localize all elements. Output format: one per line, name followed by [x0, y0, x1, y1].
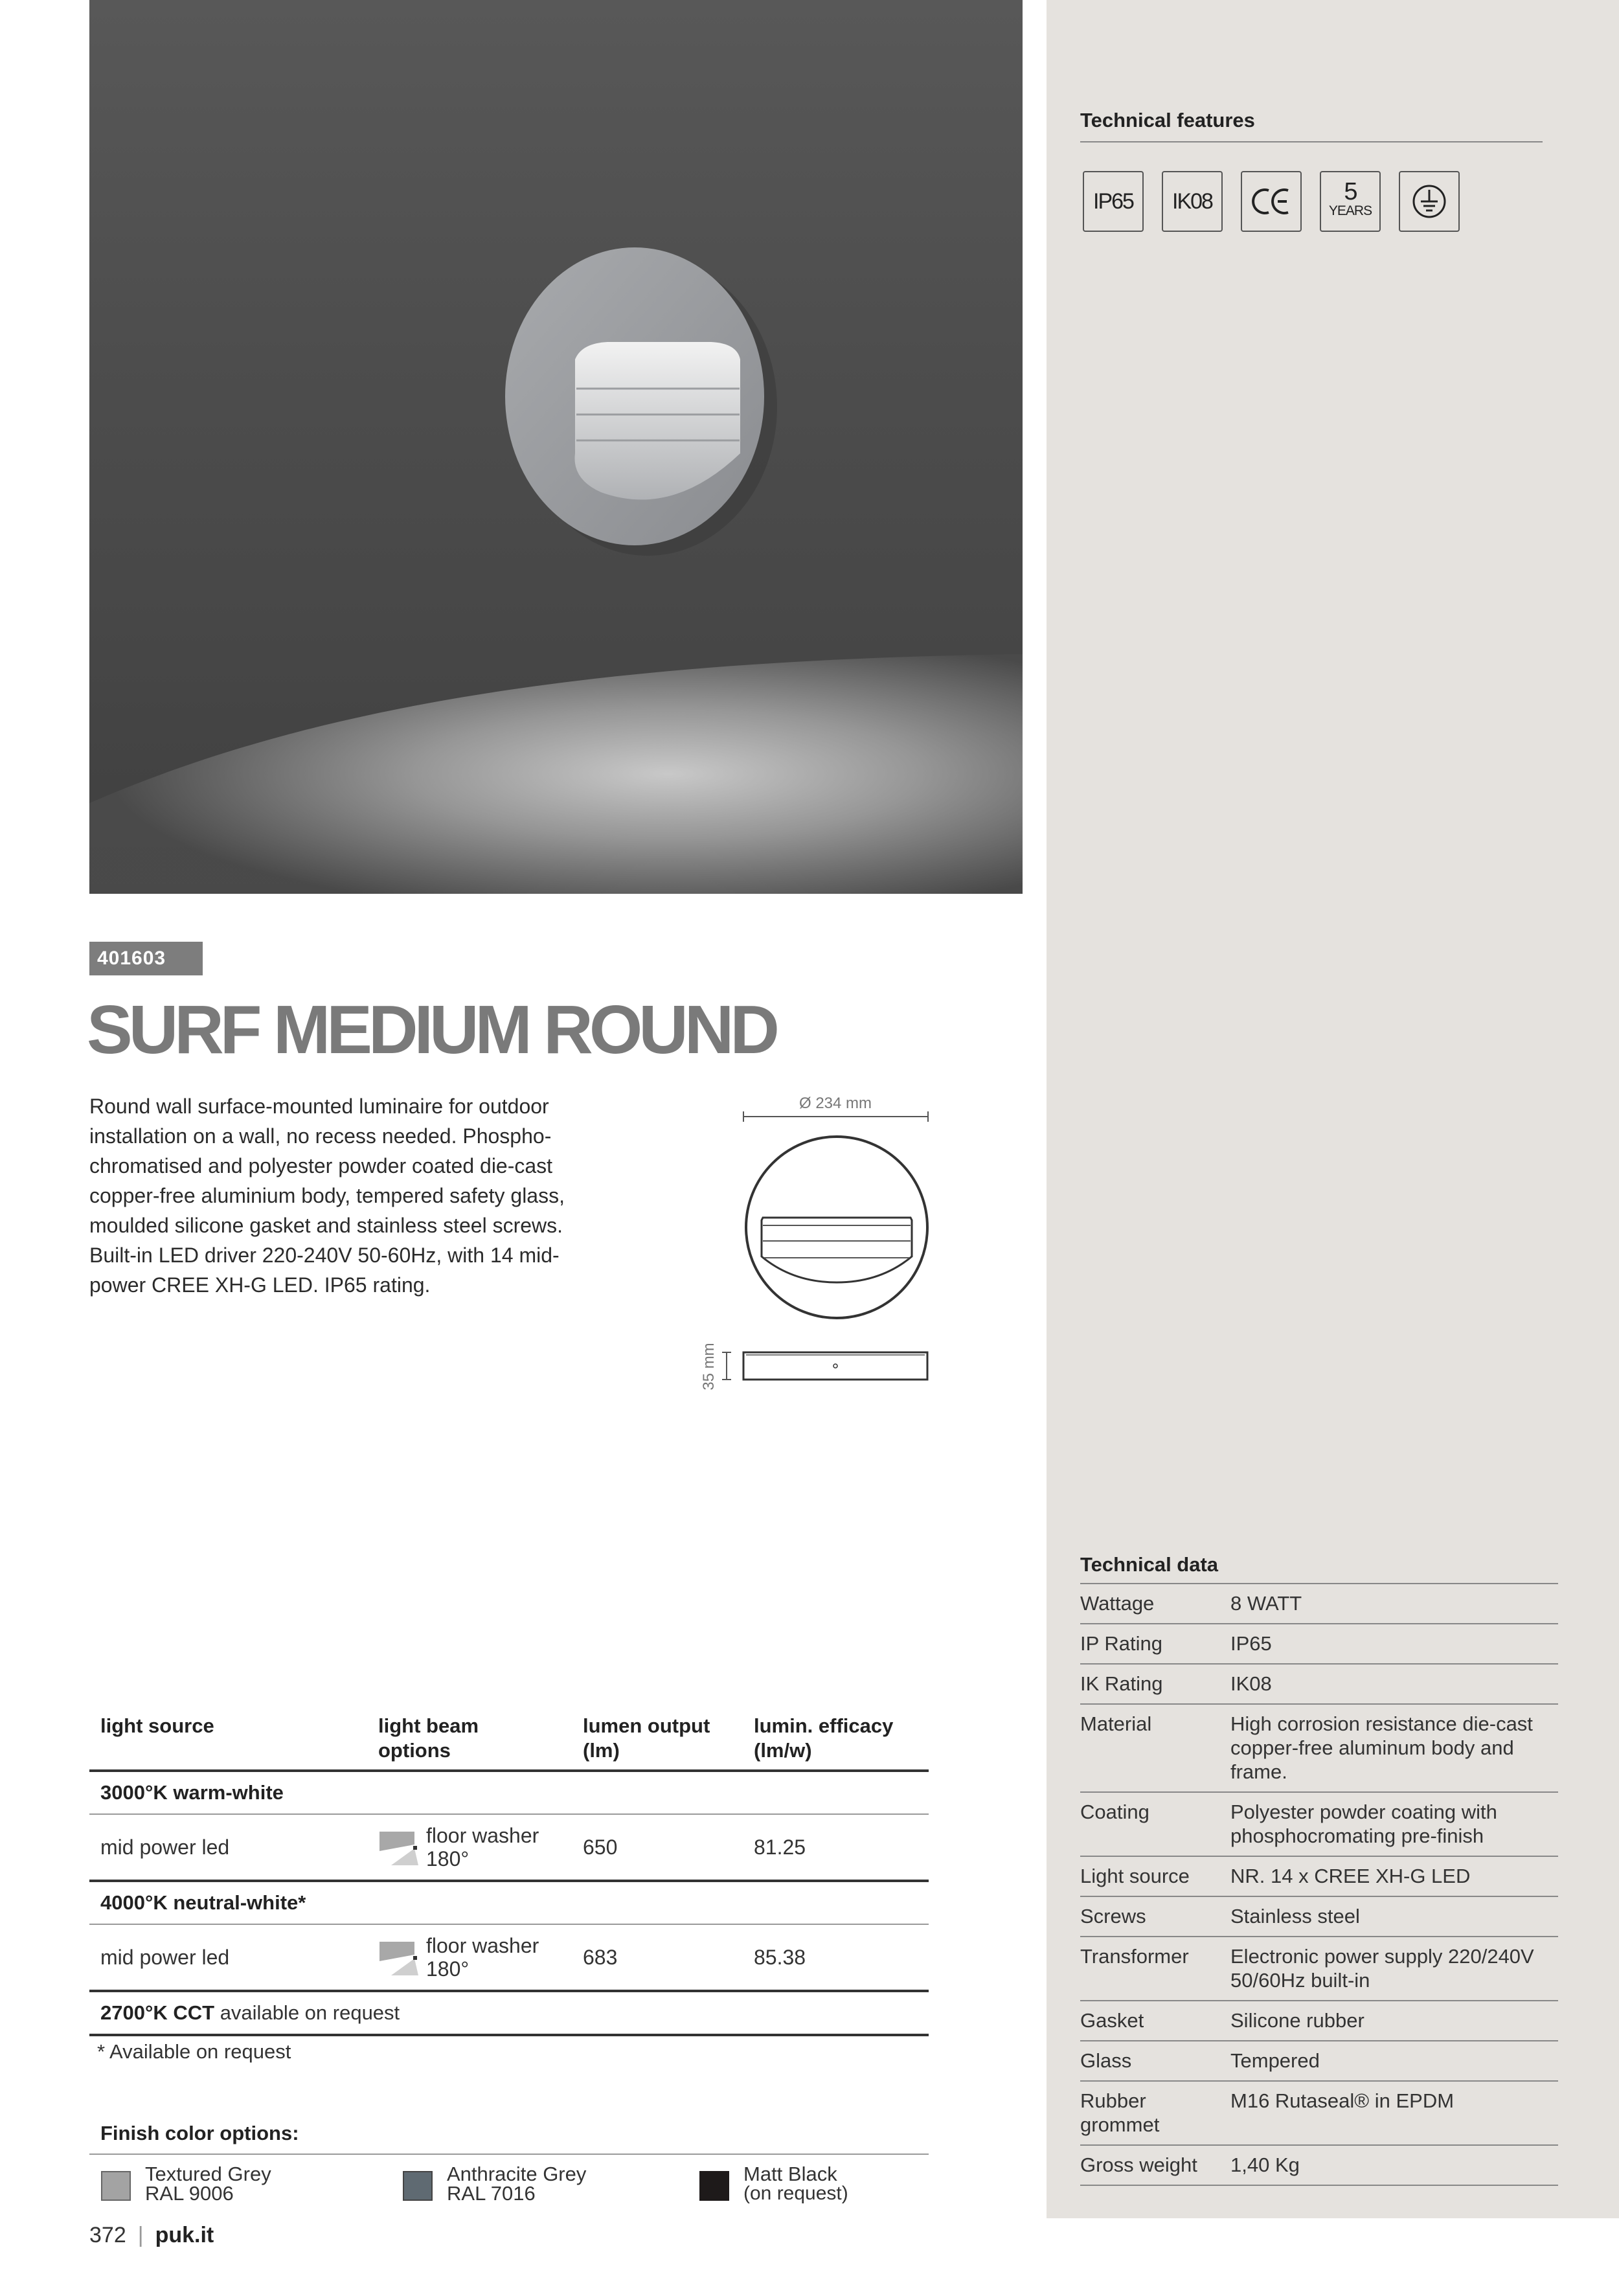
table-row: [1080, 1665, 1558, 1705]
page-number: 372: [89, 2223, 126, 2247]
warranty-5-years-badge: [1320, 171, 1381, 232]
cct-note: [89, 1992, 929, 2036]
finish-name: Anthracite Grey: [447, 2163, 587, 2185]
technical-data-title: Technical data: [1080, 1553, 1219, 1576]
dimension-drawing: [686, 1088, 945, 1402]
finish-title: Finish color options:: [100, 2122, 299, 2144]
swatch-matt-black: [699, 2171, 729, 2201]
ik08-badge: IK08: [1162, 171, 1223, 232]
data-key: IK Rating: [1080, 1672, 1163, 1695]
cell-source: mid power led: [100, 1836, 230, 1859]
product-photo: [89, 0, 1023, 894]
finish-ral: RAL 7016: [447, 2182, 536, 2205]
data-value: M16 Rutaseal® in EPDM: [1230, 2089, 1455, 2112]
data-key: Screws: [1080, 1905, 1146, 1927]
earth-ground-icon: [1399, 171, 1460, 232]
data-value: High corrosion resistance die-cast copper-free aluminum body and frame.: [1230, 1712, 1533, 1783]
data-value: Electronic power supply 220/240V 50/60Hz built-in: [1230, 1945, 1534, 1992]
data-key: Coating: [1080, 1801, 1149, 1823]
data-value: Tempered: [1230, 2049, 1320, 2072]
header-luminous-efficacy: lumin. efficacy (lm/w): [754, 1714, 894, 1762]
table-row: [1080, 2041, 1558, 2082]
finish-ral: (on request): [743, 2183, 848, 2204]
table-row: [1080, 1705, 1558, 1793]
table-row: [1080, 1624, 1558, 1665]
floor-washer-icon: [378, 1939, 420, 1975]
data-value: 1,40 Kg: [1230, 2154, 1300, 2176]
finish-name: Matt Black: [743, 2163, 837, 2185]
cell-efficacy: 85.38: [754, 1946, 806, 1969]
data-key: Gasket: [1080, 2009, 1144, 2032]
warranty-number: 5: [1344, 178, 1357, 205]
table-row: [1080, 1897, 1558, 1937]
table-header: [89, 1705, 929, 1772]
technical-features-title: Technical features: [1080, 109, 1255, 131]
cct-note-text: available on request: [214, 2001, 400, 2024]
header-lumen-output: lumen output (lm): [583, 1714, 710, 1762]
diameter-label: Ø 234 mm: [798, 1095, 872, 1112]
table-row: [1080, 1857, 1558, 1897]
data-value: 8 WATT: [1230, 1592, 1302, 1615]
front-view-outline: [746, 1137, 927, 1318]
ce-mark-icon: [1241, 171, 1302, 232]
data-key: Light source: [1080, 1865, 1190, 1887]
depth-label: 35 mm: [700, 1343, 718, 1391]
finish-option-matt-black: [743, 2165, 848, 2203]
divider: [89, 2154, 929, 2155]
header-light-source: light source: [100, 1714, 214, 1737]
cell-beam: floor washer 180°: [426, 1934, 539, 1981]
group-warm-white: 3000°K warm-white: [89, 1772, 929, 1815]
header-light-beam: light beam options: [378, 1714, 479, 1762]
data-key: Gross weight: [1080, 2154, 1197, 2176]
cell-source: mid power led: [100, 1946, 230, 1969]
data-key: Wattage: [1080, 1592, 1155, 1615]
technical-data-table: [1080, 1583, 1558, 2186]
data-key: IP Rating: [1080, 1632, 1162, 1655]
data-value: Polyester powder coating with phosphocromating pre-finish: [1230, 1801, 1497, 1847]
divider: [1080, 141, 1543, 142]
cell-lumen: 650: [583, 1836, 618, 1859]
finish-name: Textured Grey: [145, 2163, 271, 2185]
cell-beam: floor washer 180°: [426, 1824, 539, 1870]
table-row: [89, 1815, 929, 1882]
swatch-textured-grey: [101, 2171, 131, 2201]
page-footer: 372 | puk.it: [89, 2223, 214, 2247]
cell-efficacy: 81.25: [754, 1836, 806, 1859]
cct-note-bold: 2700°K CCT: [100, 2001, 215, 2024]
ip65-badge: IP65: [1083, 171, 1144, 232]
side-view-outline: [743, 1352, 927, 1380]
table-row: [1080, 2082, 1558, 2146]
product-code: 401603: [89, 942, 203, 975]
table-row: [1080, 2001, 1558, 2041]
data-value: NR. 14 x CREE XH-G LED: [1230, 1865, 1471, 1887]
data-key: Glass: [1080, 2049, 1132, 2072]
table-row: [1080, 1793, 1558, 1857]
product-title: SURF MEDIUM ROUND: [87, 992, 776, 1068]
finish-ral: RAL 9006: [145, 2182, 234, 2205]
finish-option-textured-grey: [145, 2165, 271, 2203]
data-value: IP65: [1230, 1632, 1272, 1655]
table-row: [1080, 1937, 1558, 2001]
table-row: [1080, 2146, 1558, 2186]
finish-option-anthracite-grey: [447, 2165, 586, 2203]
data-value: IK08: [1230, 1672, 1272, 1695]
data-key: Rubber grommet: [1080, 2089, 1160, 2136]
cell-lumen: 683: [583, 1946, 618, 1969]
data-value: Stainless steel: [1230, 1905, 1360, 1927]
warranty-unit: YEARS: [1328, 203, 1372, 218]
group-neutral-white: 4000°K neutral-white*: [89, 1882, 929, 1925]
light-source-table: [89, 1705, 929, 2036]
table-row: [89, 1925, 929, 1992]
data-key: Transformer: [1080, 1945, 1189, 1968]
table-row: [1080, 1584, 1558, 1624]
data-key: Material: [1080, 1712, 1152, 1735]
product-description: Round wall surface-mounted luminaire for outdoor installation on a wall, no recess needed. Phospho-chromatised and polyester powder coated die-cast copper-free aluminium body, tempered safety glass, moulded silicone gasket and stainless steel screws. Built-in LED driver 220-240V 50-60Hz, with 14 mid-power CREE XH-G LED. IP65 rating.: [89, 1095, 565, 1297]
data-value: Silicone rubber: [1230, 2009, 1364, 2032]
availability-note: * Available on request: [97, 2040, 291, 2063]
swatch-anthracite-grey: [403, 2171, 433, 2201]
floor-washer-icon: [378, 1829, 420, 1865]
site-link[interactable]: puk.it: [155, 2223, 214, 2247]
